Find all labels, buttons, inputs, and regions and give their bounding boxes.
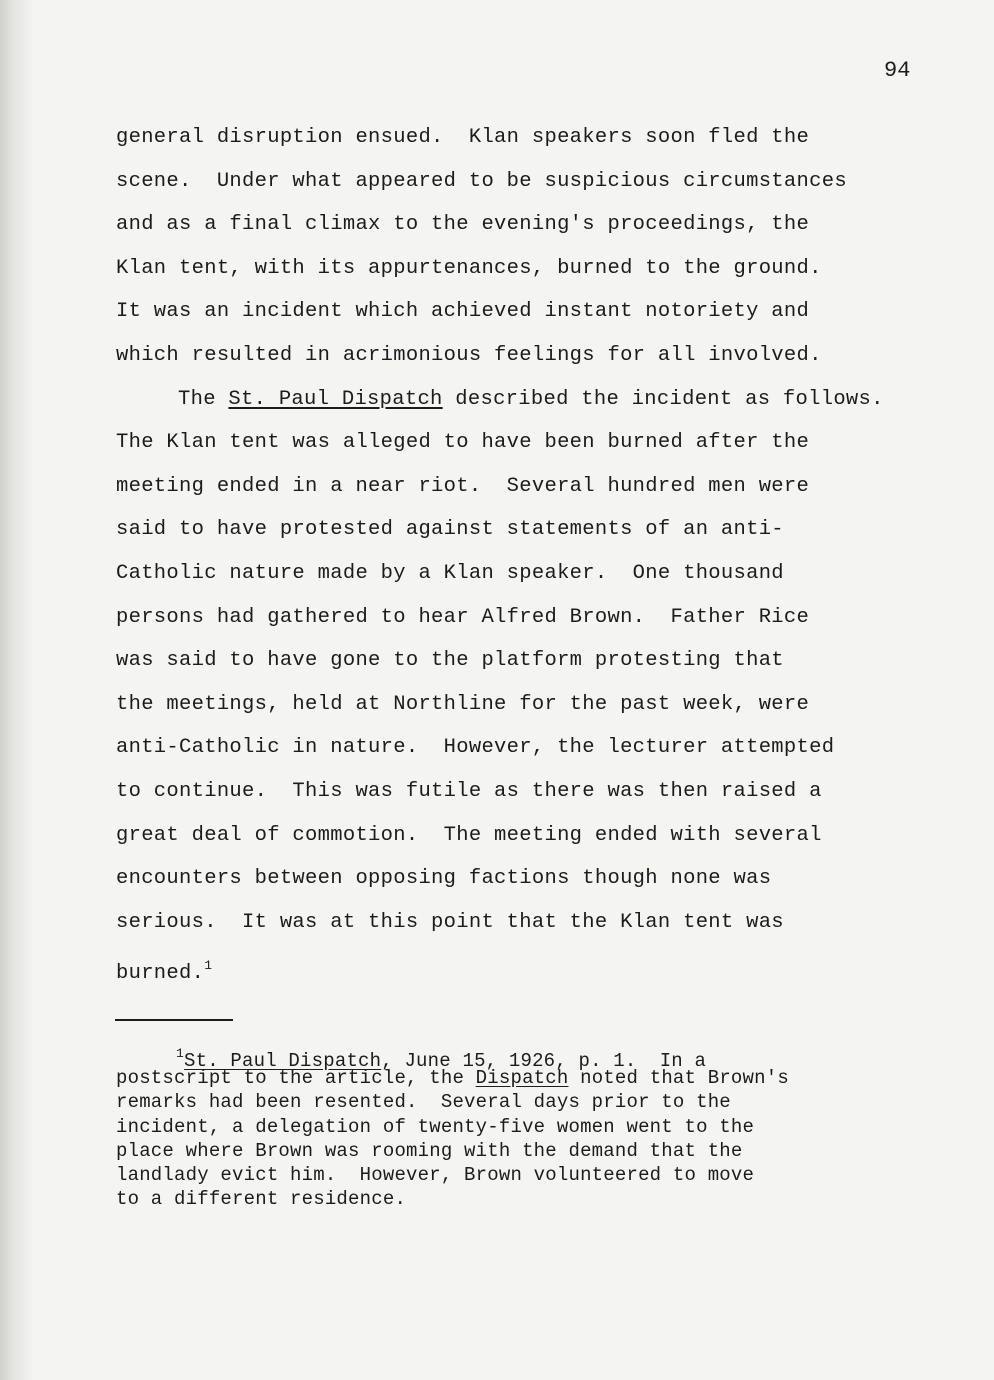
footnote-marker: 1 [176,1046,185,1061]
page-number: 94 [884,58,911,83]
footnote [116,1042,916,1211]
footnote-line: postscript to the article, the Dispatch noted that Brown's [116,1067,789,1090]
footnote-divider [115,1019,233,1021]
footnote-citation-title: Dispatch [475,1067,569,1090]
body-line: which resulted in acrimonious feelings for all involved. [116,343,822,367]
body-text [116,116,936,988]
body-line: said to have protested against statements of an anti- [116,518,784,542]
footnote-line: $^1$St. Paul Dispatch, June 15, 1926, p. 1. In a [176,1046,707,1072]
footnote-citation-title: St. Paul Dispatch [184,1050,382,1072]
body-line: persons had gathered to hear Alfred Brown. Father Rice [116,605,810,629]
footnote-line: to a different residence. [116,1188,407,1211]
footnote-line: landlady evict him. However, Brown volunteered to move [116,1163,755,1186]
body-line: to continue. This was futile as there was then raised a [116,779,822,803]
body-line: general disruption ensued. Klan speakers soon fled the [116,126,810,149]
body-line: encounters between opposing factions though none was [116,867,772,891]
body-line: scene. Under what appeared to be suspicious circumstances [116,169,847,193]
body-line: the meetings, held at Northline for the past week, were [116,692,810,716]
body-line: meeting ended in a near riot. Several hundred men were [116,474,810,498]
citation-title: St. Paul Dispatch [228,387,443,411]
body-line: and as a final climax to the evening's proceedings, the [116,213,810,237]
body-line: It was an incident which achieved instant notoriety and [116,300,810,324]
body-line: was said to have gone to the platform protesting that [116,649,784,673]
body-line: The Klan tent was alleged to have been burned after the [116,431,810,455]
body-line: serious. It was at this point that the Klan tent was [116,910,784,934]
footnote-reference: 1 [204,958,213,974]
footnote-line: remarks had been resented. Several days prior to the [116,1091,731,1114]
body-line: The St. Paul Dispatch described the incident as follows. [178,387,884,411]
body-line: Klan tent, with its appurtenances, burned to the ground. [116,256,822,280]
footnote-line: incident, a delegation of twenty-five women went to the [116,1115,755,1138]
body-line: anti-Catholic in nature. However, the lecturer attempted [116,736,835,760]
body-line: burned.$^1$ [116,958,213,986]
page-edge-shadow [0,0,34,1380]
body-line: great deal of commotion. The meeting ended with several [116,823,822,847]
body-line: Catholic nature made by a Klan speaker. One thousand [116,561,784,585]
footnote-line: place where Brown was rooming with the demand that the [116,1139,743,1162]
